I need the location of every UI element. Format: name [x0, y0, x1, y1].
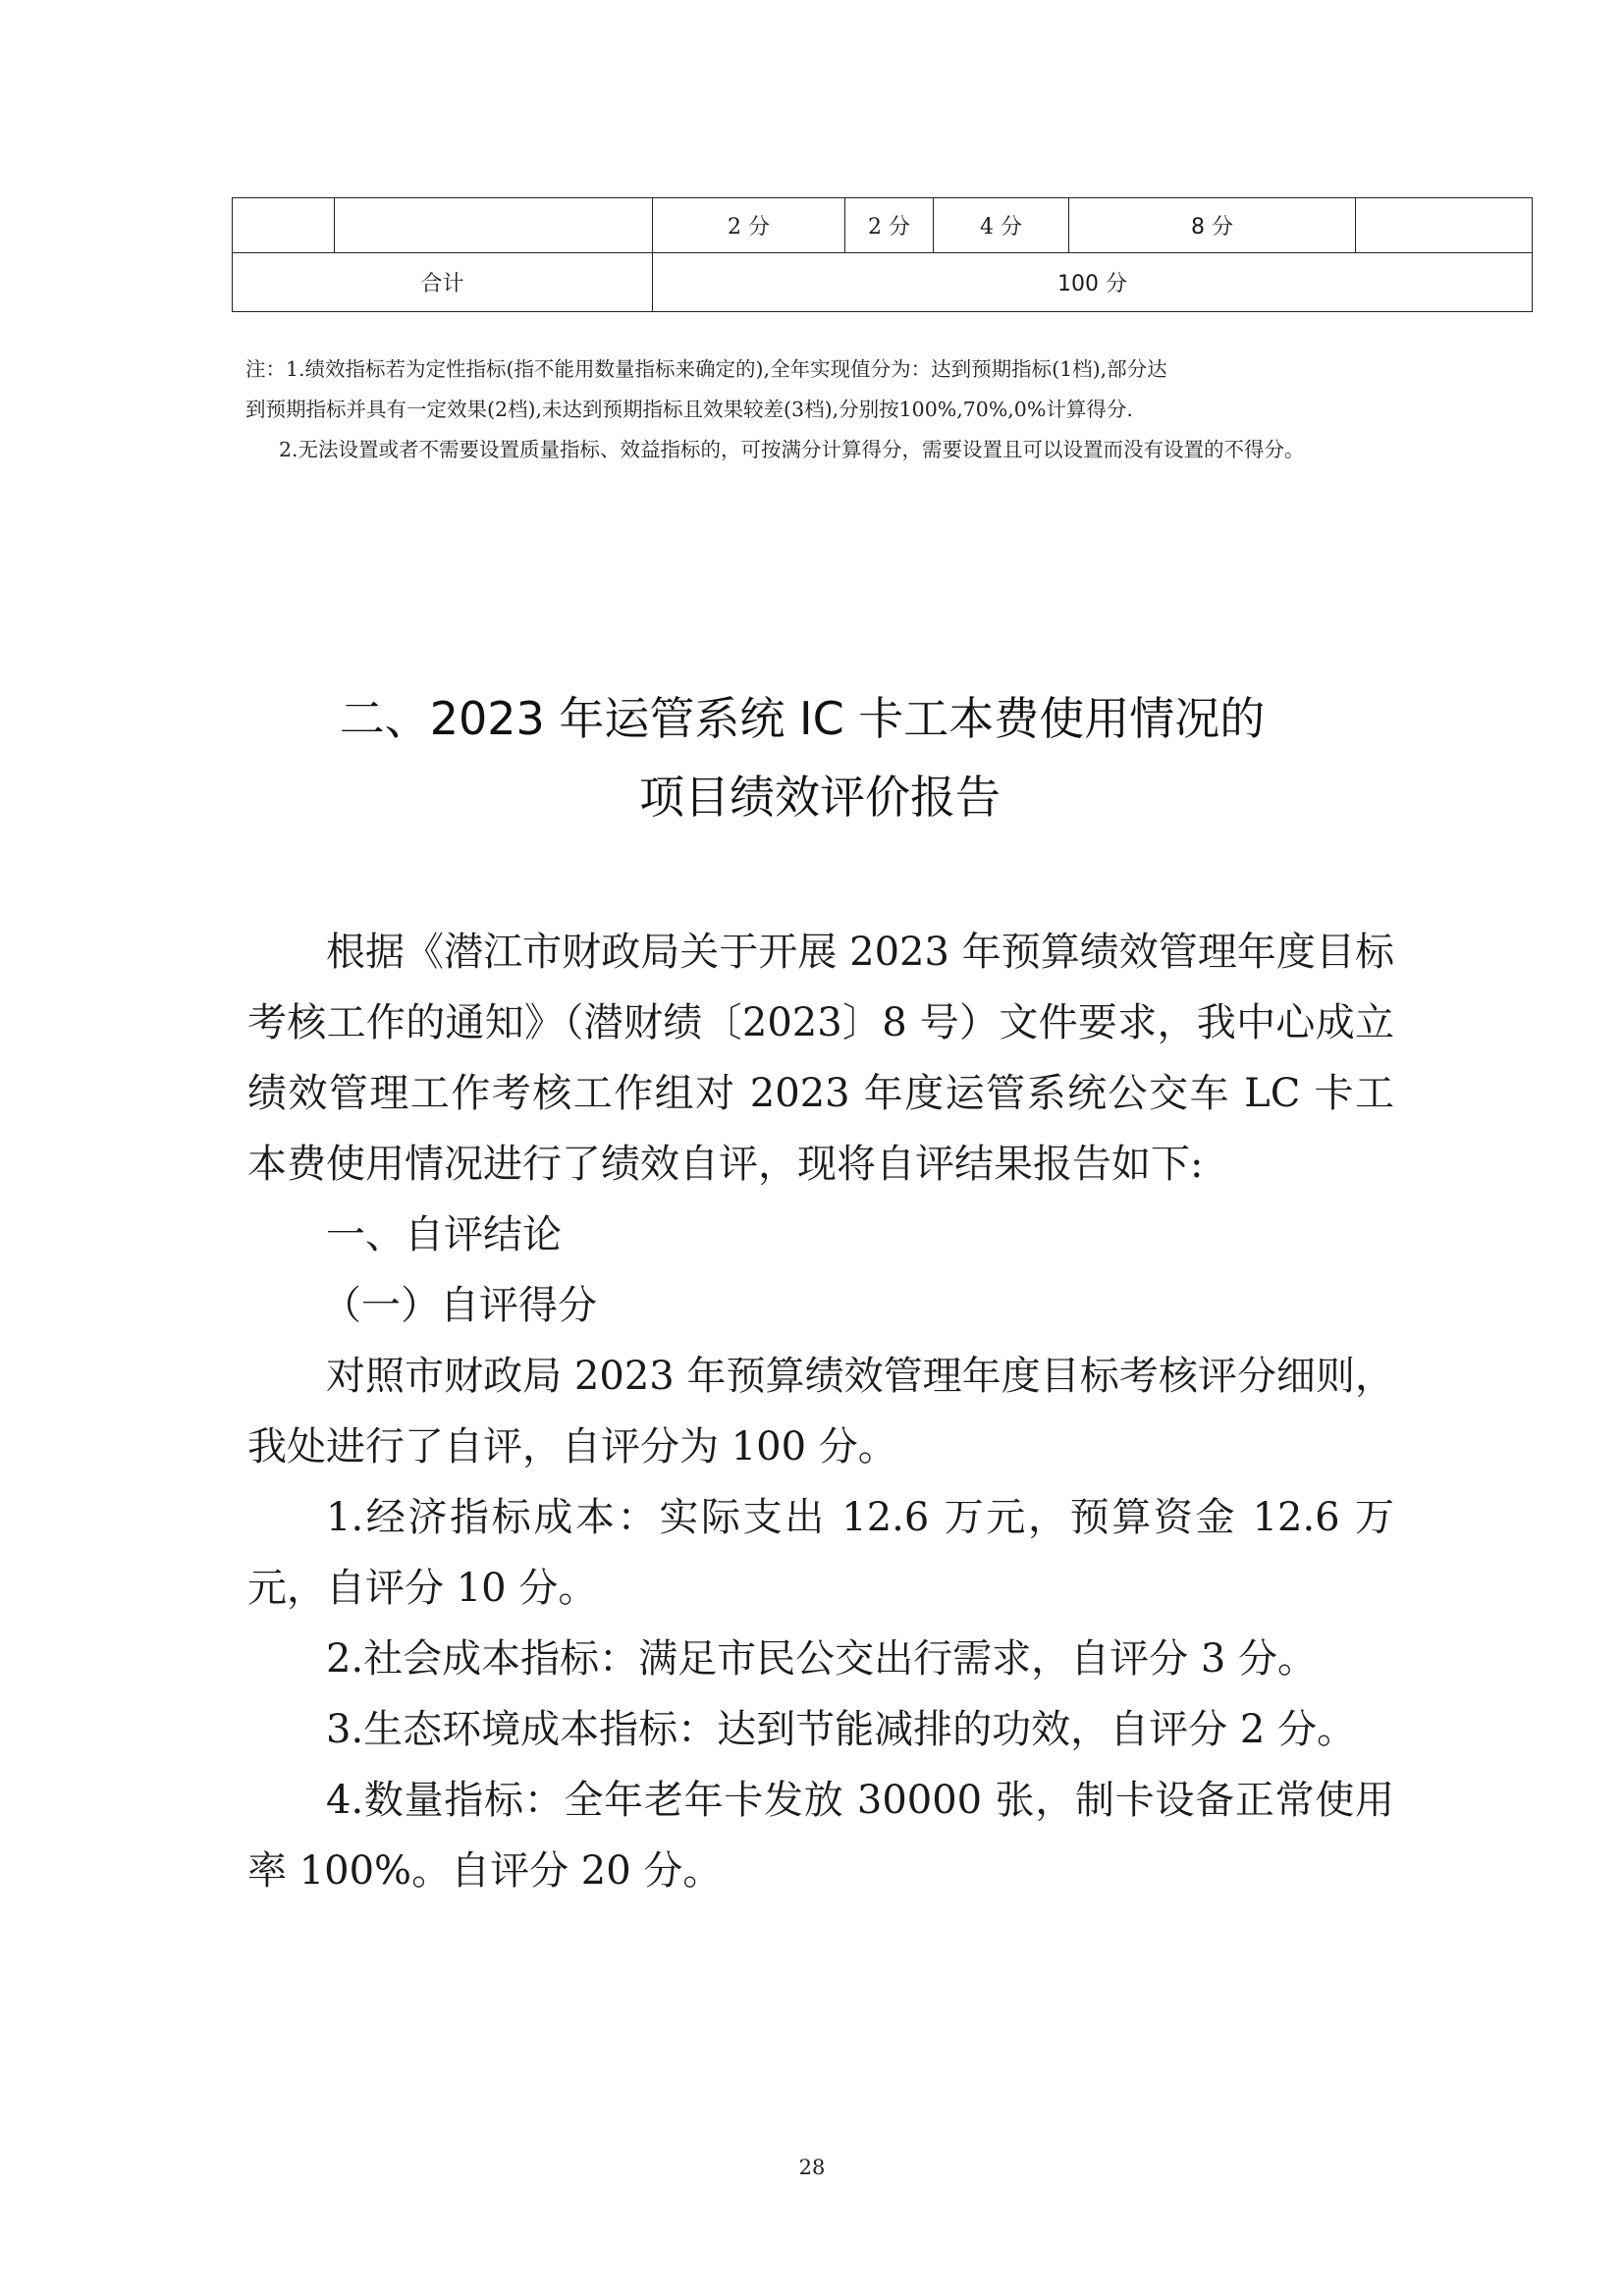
note-line-1: 注：1.绩效指标若为定性指标(指不能用数量指标来确定的),全年实现值分为：达到预期指标(1档),部分达: [245, 357, 1167, 381]
total-label: 合计: [233, 253, 653, 312]
table-cell: 8 分: [1069, 198, 1356, 253]
table-cell: [335, 198, 653, 253]
table-row: [233, 198, 1533, 253]
indicator-item-1: 1.经济指标成本：实际支出 12.6 万元，预算资金 12.6 万元，自评分 10 分。: [247, 1495, 1394, 1611]
table-cell: 2 分: [653, 198, 845, 253]
score-paragraph: 对照市财政局 2023 年预算绩效管理年度目标考核评分细则，我处进行了自评，自评分为 100 分。: [247, 1354, 1394, 1469]
note-line-2: 到预期指标并具有一定效果(2档),未达到预期指标且效果较差(3档),分别按100%,70%,0%计算得分.: [245, 398, 1133, 421]
indicator-item-3: 3.生态环境成本指标：达到节能减排的功效，自评分 2 分。: [326, 1707, 1357, 1752]
table-notes: [245, 349, 1542, 470]
indicator-item-4: 4.数量指标：全年老年卡发放 30000 张，制卡设备正常使用率 100%。自评分 20 分。: [247, 1778, 1394, 1894]
report-title-line-1: 二、2023 年运管系统 IC 卡工本费使用情况的: [339, 692, 1266, 745]
subsection-heading: （一）自评得分: [322, 1283, 597, 1328]
table-cell: 4 分: [934, 198, 1069, 253]
indicator-item-2: 2.社会成本指标：满足市民公交出行需求，自评分 3 分。: [326, 1636, 1318, 1682]
table-cell: [233, 198, 335, 253]
table-total-row: [233, 253, 1533, 312]
score-table: [232, 197, 1533, 312]
intro-paragraph: 根据《潜江市财政局关于开展 2023 年预算绩效管理年度目标考核工作的通知》（潜财绩〔2023〕8 号）文件要求，我中心成立绩效管理工作考核工作组对 2023 年度运管系统公交车 LC 卡工本费使用情况进行了绩效自评，现将自评结果报告如下:: [247, 930, 1394, 1187]
note-line-3: 2.无法设置或者不需要设置质量指标、效益指标的，可按满分计算得分，需要设置且可以设置而没有设置的不得分。: [279, 438, 1305, 461]
section-heading: 一、自评结论: [326, 1212, 562, 1257]
total-value: 100 分: [653, 253, 1533, 312]
report-body: [247, 917, 1394, 1906]
table-cell: 2 分: [845, 198, 934, 253]
page-number: 28: [798, 2156, 826, 2179]
report-title-line-2: 项目绩效评价报告: [639, 771, 1001, 824]
table-cell: [1356, 198, 1533, 253]
